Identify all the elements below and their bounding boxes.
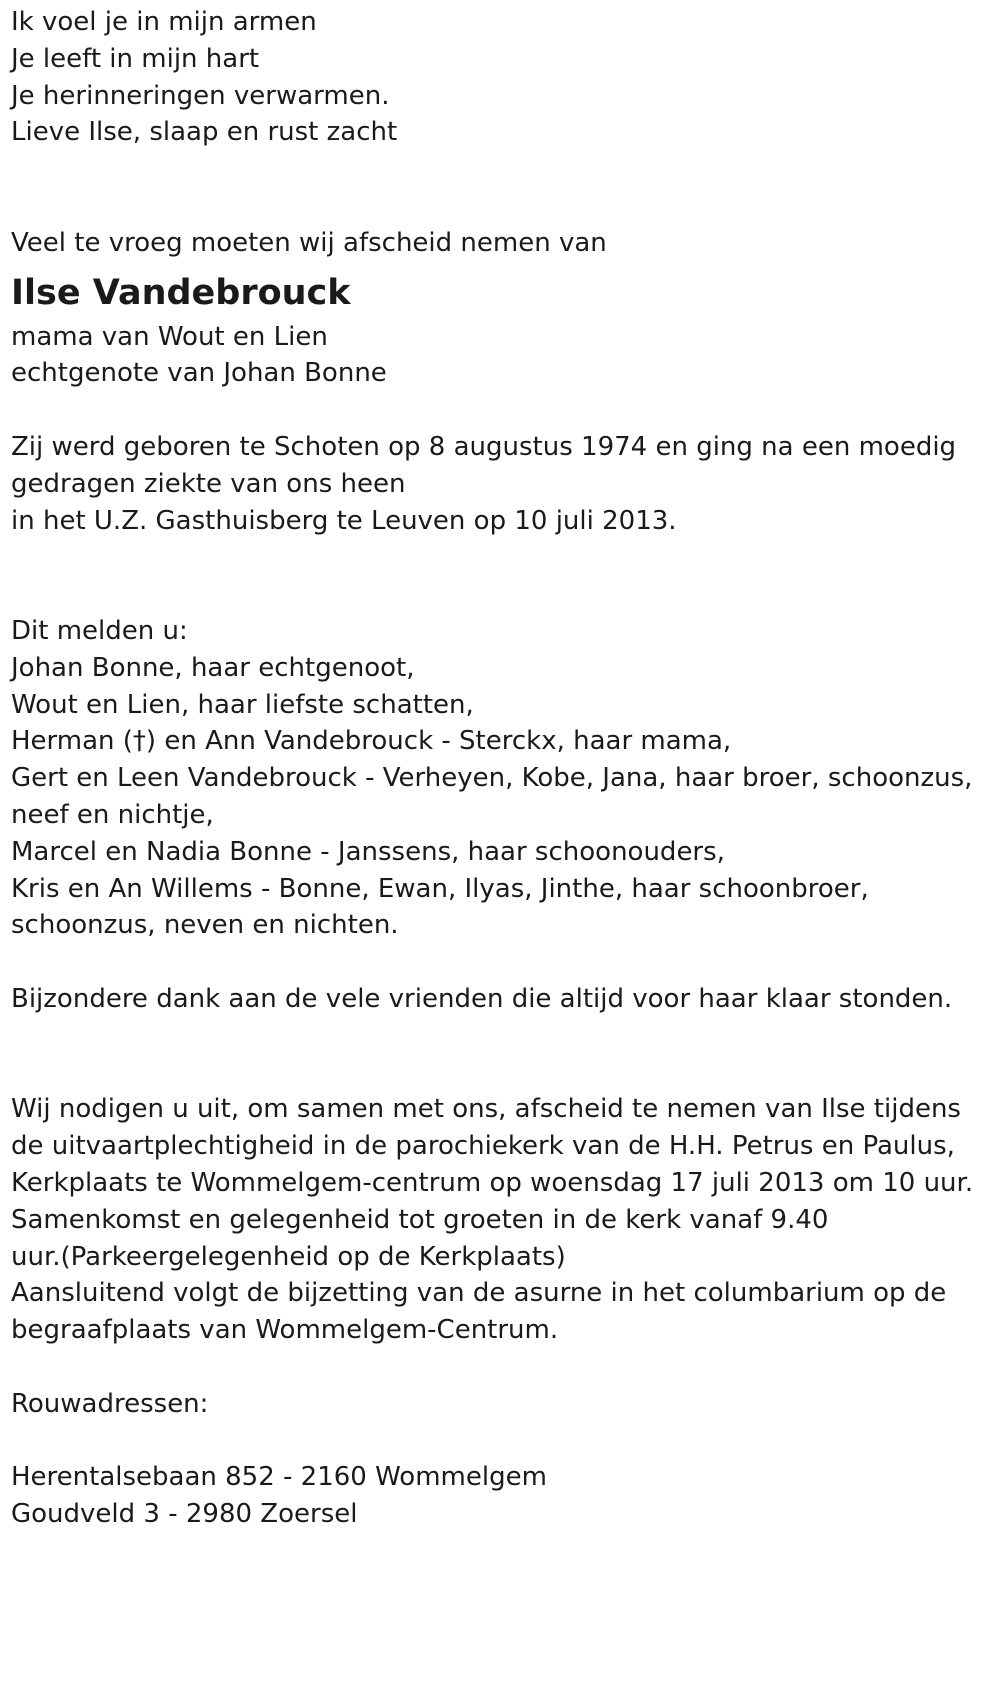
address-line: Goudveld 3 - 2980 Zoersel bbox=[11, 1499, 358, 1530]
spacer bbox=[11, 392, 989, 429]
poem bbox=[11, 4, 989, 151]
announcer-line: Gert en Leen Vandebrouck - Verheyen, Kobe, Jana, haar broer, schoonzus, bbox=[11, 763, 973, 794]
announcer-line: Marcel en Nadia Bonne - Janssens, haar schoonouders, bbox=[11, 836, 725, 867]
spacer bbox=[11, 151, 989, 225]
intro-text: Veel te vroeg moeten wij afscheid nemen van bbox=[11, 227, 607, 258]
announcer-line: neef en nichtje, bbox=[11, 799, 214, 830]
thanks-text: Bijzondere dank aan de vele vrienden die altijd voor haar klaar stonden. bbox=[11, 983, 953, 1014]
spacer bbox=[11, 1349, 989, 1386]
address-line: Herentalsebaan 852 - 2160 Wommelgem bbox=[11, 1462, 547, 1493]
addresses-label: Rouwadressen: bbox=[11, 1388, 209, 1419]
spacer bbox=[11, 539, 989, 613]
relation-line: mama van Wout en Lien bbox=[11, 321, 328, 352]
paragraph-line: in het U.Z. Gasthuisberg te Leuven op 10 juli 2013. bbox=[11, 505, 677, 536]
announcers-list bbox=[11, 613, 989, 944]
invitation-paragraph bbox=[11, 1091, 989, 1349]
paragraph-line: Zij werd geboren te Schoten op 8 augustus 1974 en ging na een moedig bbox=[11, 431, 957, 462]
announcer-line: Herman (†) en Ann Vandebrouck - Sterckx, haar mama, bbox=[11, 726, 732, 757]
invitation-line: uur.(Parkeergelegenheid op de Kerkplaats) bbox=[11, 1241, 566, 1272]
announcer-line: Dit melden u: bbox=[11, 615, 188, 646]
spacer bbox=[11, 1422, 989, 1459]
addresses-list bbox=[11, 1459, 989, 1533]
deceased-name: Ilse Vandebrouck bbox=[11, 272, 351, 313]
relation-line: echtgenote van Johan Bonne bbox=[11, 358, 387, 389]
announcer-line: schoonzus, neven en nichten. bbox=[11, 910, 399, 941]
announcer-line: Wout en Lien, haar liefste schatten, bbox=[11, 689, 474, 720]
birth-death-paragraph bbox=[11, 429, 989, 539]
poem-line: Ik voel je in mijn armen bbox=[11, 7, 317, 37]
spacer bbox=[11, 944, 989, 981]
poem-line: Je herinneringen verwarmen. bbox=[11, 80, 390, 111]
spacer bbox=[11, 1018, 989, 1092]
invitation-line: Wij nodigen u uit, om samen met ons, afscheid te nemen van Ilse tijdens bbox=[11, 1094, 961, 1125]
invitation-line: de uitvaartplechtigheid in de parochiekerk van de H.H. Petrus en Paulus, bbox=[11, 1131, 955, 1162]
invitation-line: begraafplaats van Wommelgem-Centrum. bbox=[11, 1315, 559, 1346]
paragraph-line: gedragen ziekte van ons heen bbox=[11, 468, 406, 499]
invitation-line: Aansluitend volgt de bijzetting van de asurne in het columbarium op de bbox=[11, 1278, 947, 1309]
deceased-relations bbox=[11, 319, 989, 393]
announcer-line: Johan Bonne, haar echtgenoot, bbox=[11, 652, 415, 683]
invitation-line: Kerkplaats te Wommelgem-centrum op woensdag 17 juli 2013 om 10 uur. bbox=[11, 1167, 974, 1198]
poem-line: Je leeft in mijn hart bbox=[11, 43, 260, 74]
invitation-line: Samenkomst en gelegenheid tot groeten in de kerk vanaf 9.40 bbox=[11, 1204, 829, 1235]
poem-line: Lieve Ilse, slaap en rust zacht bbox=[11, 117, 398, 148]
announcer-line: Kris en An Willems - Bonne, Ewan, Ilyas, Jinthe, haar schoonbroer, bbox=[11, 873, 869, 904]
